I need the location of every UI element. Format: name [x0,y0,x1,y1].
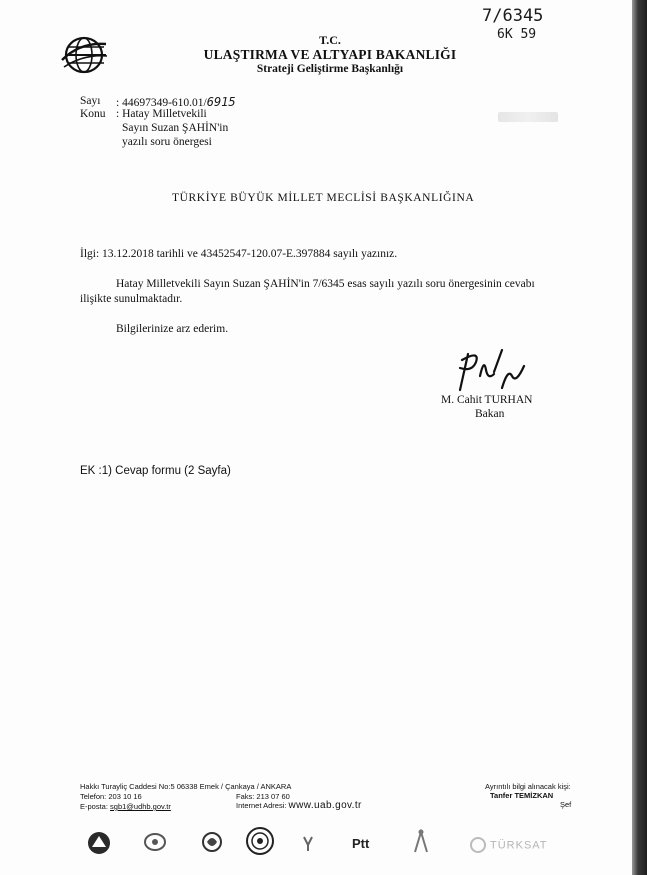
footer-logo-2-icon [142,831,168,853]
scan-shadow-edge [632,0,647,875]
sayi-label: Sayı [80,95,101,107]
footer-logo-turksat [470,836,548,854]
footer-logo-5-icon [300,835,316,853]
addressee: TÜRKİYE BÜYÜK MİLLET MECLİSİ BAŞKANLIĞINA [172,192,475,204]
sayi-handwritten-number: 6915 [206,95,236,109]
turksat-label: TÜRKSAT [490,839,548,852]
footer-web-row [236,800,362,811]
footer-fax: Faks: 213 07 60 [236,792,290,801]
footer-address: Hakkı Turayliç Caddesi No:5 06338 Emek / Çankaya / ANKARA [80,782,292,791]
sayi-row [116,95,236,109]
footer-logo-4-icon [245,826,275,856]
konu-line-1: : Hatay Milletvekili [116,108,207,120]
footer-contact-role: Şef [560,800,572,809]
header-department: Strateji Geliştirme Başkanlığı [256,63,404,75]
footer-logo-ptt: Ptt [352,836,370,851]
footer-logo-3-icon [200,830,224,854]
footer-logo-1-icon [86,830,112,856]
footer-email[interactable]: sgb1@udhb.gov.tr [110,802,171,811]
footer-web[interactable]: www.uab.gov.tr [288,800,362,811]
footer-email-row [80,802,171,811]
konu-label: Konu [80,108,106,120]
footer-logo-7-icon [412,828,430,854]
footer-phone: Telefon: 203 10 16 [80,792,142,801]
paragraph-line-2: ilişikte sunulmaktadır. [80,293,183,305]
handwritten-reference-1: 7/6345 [482,6,544,26]
footer-contact-name: Tanfer TEMİZKAN [490,791,554,800]
header-tc: T.C. [319,33,341,47]
footer-contact-label: Ayrıntılı bilgi alınacak kişi: [485,782,571,791]
footer-email-label: E-posta: [80,802,108,811]
signatory-title: Bakan [475,408,505,420]
header-ministry: ULAŞTIRMA VE ALTYAPI BAKANLIĞI [203,47,457,62]
faded-date-stamp [498,112,558,122]
signatory-name: M. Cahit TURHAN [441,394,533,406]
ministry-globe-logo [60,34,108,76]
handwritten-reference-2: 6K 59 [497,27,537,42]
footer-web-label: Internet Adresi: [236,801,287,810]
konu-line-2: Sayın Suzan ŞAHİN'in [122,122,229,134]
turksat-mark-icon [470,837,486,853]
paragraph-line-1: Hatay Milletvekili Sayın Suzan ŞAHİN'in 7/6345 esas sayılı yazılı soru önergesinin cevabı [116,278,535,290]
header-block [150,34,510,76]
closing-line: Bilgilerinize arz ederim. [116,323,229,335]
sayi-value: : 44697349-610.01/ [116,97,207,109]
konu-line-3: yazılı soru önergesi [122,136,212,148]
ilgi-line: İlgi: 13.12.2018 tarihli ve 43452547-120.07-E.397884 sayılı yazınız. [80,248,398,260]
attachment-line: EK :1) Cevap formu (2 Sayfa) [80,465,231,477]
